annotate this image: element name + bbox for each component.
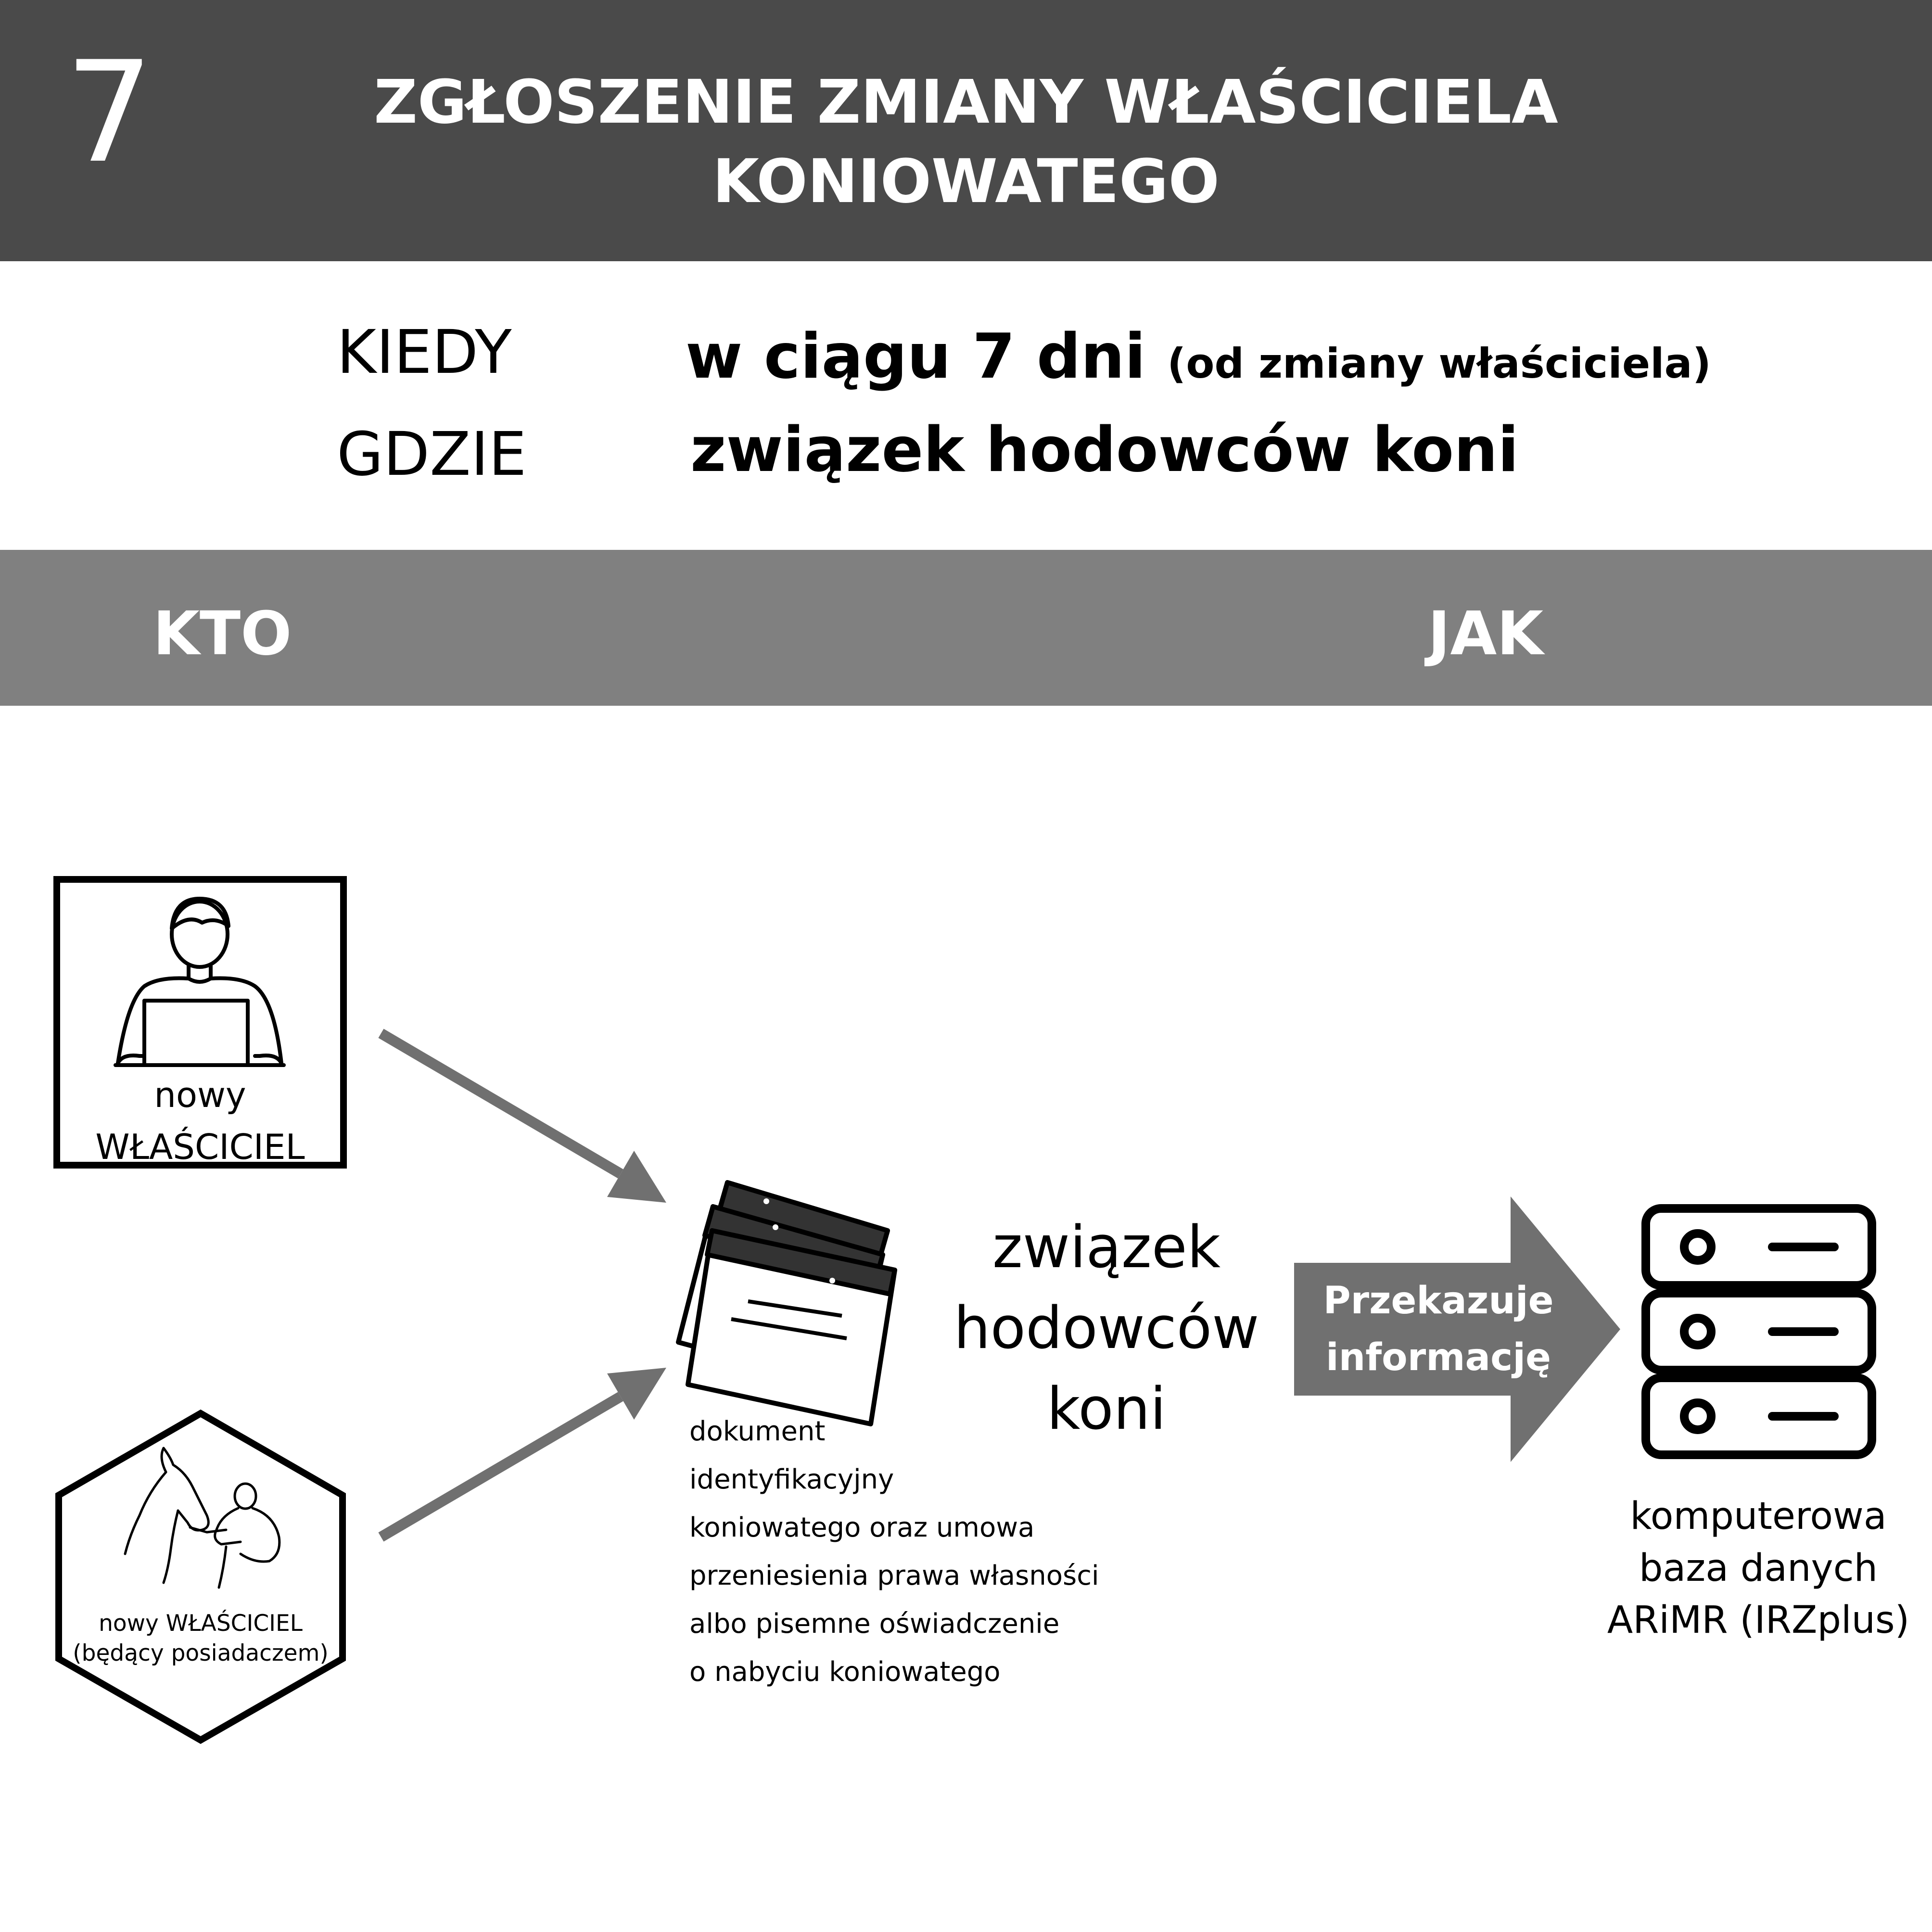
keeper-label [68,1609,333,1668]
association-line-2: hodowców [953,1295,1259,1362]
transfer-line-1: Przekazuje [1323,1279,1554,1322]
keeper-label-line-1: nowy WŁAŚCICIEL [99,1610,303,1637]
database-line-3: ARiMR (IRZplus) [1607,1599,1910,1642]
association-line-3: koni [1046,1376,1167,1443]
title-line-1: ZGŁOSZENIE ZMIANY WŁAŚCICIELA [374,67,1558,137]
database-line-2: baza danych [1639,1547,1878,1590]
documents-icon [678,1182,895,1424]
keeper-hexagon [59,1413,343,1740]
horse-person-icon [125,1448,280,1588]
document-line-1: dokument [689,1416,826,1447]
when-note: (od zmiany właściciela) [1167,340,1711,388]
document-line-2: identyfikacyjny [689,1464,894,1495]
document-line-4: przeniesienia prawa własności [689,1560,1099,1591]
how-label: JAK [1428,599,1544,669]
arrow-keeper-to-docs [381,1368,666,1537]
title-line-2: KONIOWATEGO [712,147,1220,216]
keeper-label-line-2: (będący posiadaczem) [73,1640,329,1666]
document-line-6: o nabyciu koniowatego [689,1656,1001,1688]
when-main: w ciągu 7 dni [686,321,1146,393]
document-line-3: koniowatego oraz umowa [689,1512,1035,1543]
step-number: 7 [65,32,154,194]
association-line-1: związek [992,1214,1221,1281]
database-server-icon [1646,1208,1872,1455]
where-value: związek hodowców koni [690,414,1519,486]
arrow-owner-to-docs [381,1033,666,1203]
who-label: KTO [153,599,292,669]
association-label [928,1208,1284,1450]
owner-label-line-2: WŁAŚCICIEL [95,1127,305,1167]
document-line-5: albo pisemne oświadczenie [689,1608,1060,1640]
transfer-label [1294,1272,1583,1386]
owner-label-line-1: nowy [154,1075,246,1115]
database-line-1: komputerowa [1630,1495,1887,1538]
person-laptop-icon [115,899,284,1065]
transfer-line-2: informację [1325,1336,1551,1379]
owner-label [57,1069,343,1173]
where-label: GDZIE [337,419,527,489]
database-label [1588,1490,1929,1646]
when-label: KIEDY [337,318,512,387]
